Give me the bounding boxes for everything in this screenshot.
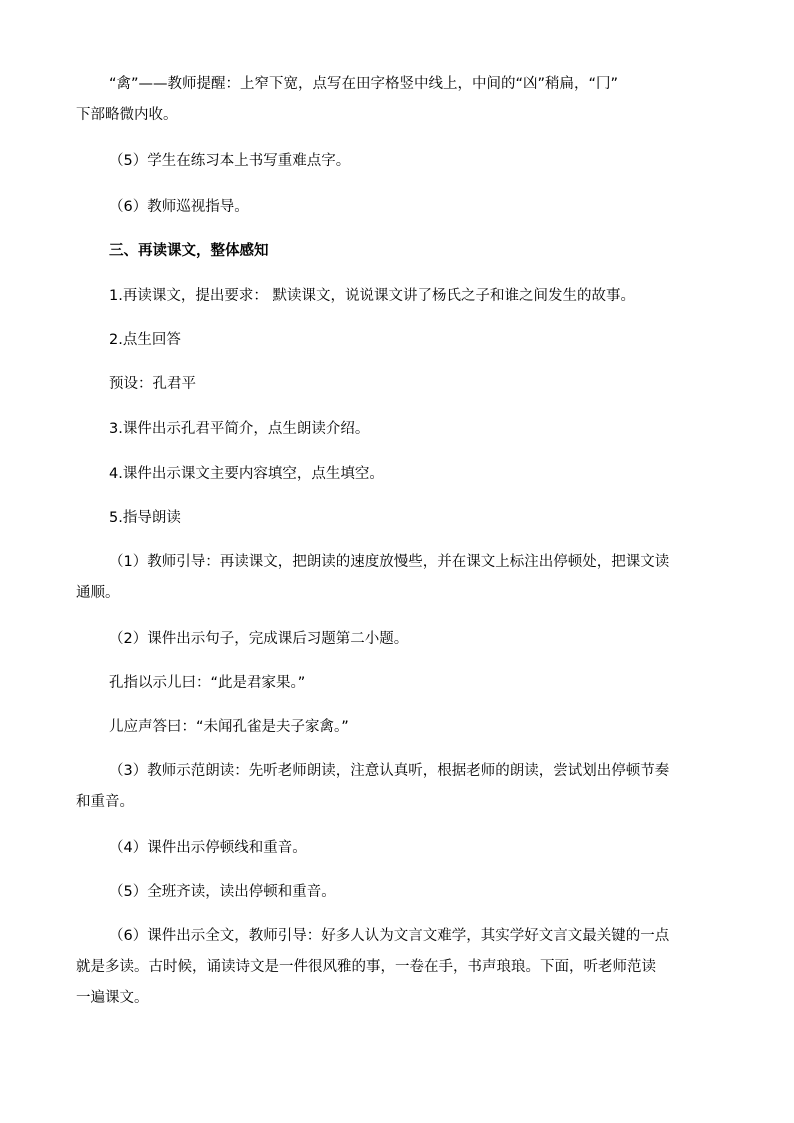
text-line: 3.课件出示孔君平简介，点生朗读介绍。	[109, 421, 370, 437]
text-line: 2.点生回答	[109, 332, 181, 348]
text-line: 就是多读。古时候，诵读诗文是一件很风雅的事，一卷在手，书声琅琅。下面，听老师范读	[76, 959, 656, 975]
paragraph-substep-2	[76, 624, 721, 655]
paragraph-item-1	[76, 281, 721, 312]
paragraph-item-2	[76, 325, 721, 356]
paragraph-item-4	[76, 459, 721, 490]
paragraph-substep-5	[76, 877, 721, 908]
section-heading-reread	[76, 236, 721, 267]
paragraph-quote-kong	[76, 668, 721, 699]
text-line: （6）课件出示全文，教师引导：好多人认为文言文难学，其实学好文言文最关键的一点	[109, 928, 670, 944]
paragraph-item-3	[76, 414, 721, 445]
paragraph-step-5-writing	[76, 146, 721, 177]
text-line: 预设：孔君平	[109, 376, 196, 392]
text-line: “禽”——教师提醒：上窄下宽，点写在田字格竖中线上，中间的“凶”稍扁，“冂”	[109, 76, 619, 92]
text-line: 4.课件出示课文主要内容填空，点生填空。	[109, 466, 384, 482]
text-line: 孔指以示儿曰：“此是君家果。”	[109, 675, 306, 691]
paragraph-substep-4	[76, 833, 721, 864]
paragraph-substep-3	[76, 756, 721, 818]
paragraph-quote-child	[76, 712, 721, 743]
paragraph-item-5	[76, 503, 721, 534]
text-line: 和重音。	[76, 794, 134, 810]
text-line: 一遍课文。	[76, 990, 149, 1006]
text-line: （6）教师巡视指导。	[109, 199, 249, 215]
text-line: （4）课件出示停顿线和重音。	[109, 840, 307, 856]
text-line: 5.指导朗读	[109, 510, 181, 526]
text-line: （5）学生在练习本上书写重难点字。	[109, 153, 351, 169]
text-line: （2）课件出示句子，完成课后习题第二小题。	[109, 631, 409, 647]
paragraph-preset-answer	[76, 369, 721, 400]
paragraph-substep-6	[76, 921, 721, 1014]
text-line: 儿应声答曰：“未闻孔雀是夫子家禽。”	[109, 719, 349, 735]
text-line: （3）教师示范朗读：先听老师朗读，注意认真听，根据老师的朗读，尝试划出停顿节奏	[109, 763, 670, 779]
heading-text: 三、再读课文，整体感知	[109, 243, 269, 259]
text-line: 通顺。	[76, 585, 120, 601]
text-line: 1.再读课文，提出要求： 默读课文，说说课文讲了杨氏之子和谁之间发生的故事。	[109, 288, 635, 304]
text-line: （5）全班齐读，读出停顿和重音。	[109, 884, 336, 900]
paragraph-step-6-patrol	[76, 192, 721, 223]
paragraph-substep-1	[76, 547, 721, 609]
paragraph-character-guidance	[76, 69, 721, 131]
text-line: （1）教师引导：再读课文，把朗读的速度放慢些，并在课文上标注出停顿处，把课文读	[109, 554, 670, 570]
text-line: 下部略微内收。	[76, 107, 178, 123]
